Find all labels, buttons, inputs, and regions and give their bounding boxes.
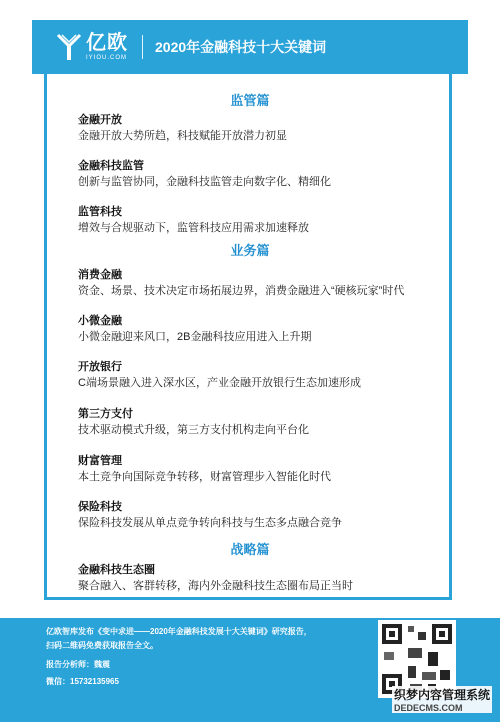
header-bar (32, 20, 468, 74)
keyword-title: 第三方支付 (78, 408, 133, 420)
keyword-desc: 资金、场景、技术决定市场拓展边界，消费金融进入“硬核玩家”时代 (78, 285, 405, 297)
keyword-desc: 金融开放大势所趋，科技赋能开放潜力初显 (78, 130, 287, 142)
keyword-desc: 创新与监管协同，金融科技监管走向数字化、精细化 (78, 176, 331, 188)
keyword-title: 消费金融 (78, 269, 122, 281)
keyword-title: 小微金融 (78, 315, 122, 327)
keyword-desc: 小微金融迎来风口，2B金融科技应用进入上升期 (78, 331, 312, 343)
logo-subtitle: IYIOU.COM (86, 55, 128, 61)
footer-wechat: 微信：15732135965 (46, 677, 119, 686)
page-title: 2020年金融科技十大关键词 (155, 39, 327, 55)
iyiou-logo-icon (56, 32, 82, 62)
keyword-desc: C端场景融入进入深水区，产业金融开放银行生态加速形成 (78, 377, 361, 389)
logo (56, 32, 128, 62)
keyword-title: 保险科技 (78, 501, 122, 513)
keyword-desc: 技术驱动模式升级，第三方支付机构走向平台化 (78, 424, 309, 436)
keyword-desc: 本土竞争向国际竞争转移，财富管理步入智能化时代 (78, 471, 331, 483)
keyword-title: 金融科技监管 (78, 160, 144, 172)
keyword-title: 金融科技生态圈 (78, 564, 155, 576)
footer-qr-line: 扫码二维码免费获取报告全文。 (46, 641, 158, 650)
watermark (392, 686, 492, 713)
section-heading-strategy: 战略篇 (230, 542, 270, 557)
section-heading-regulation: 监管篇 (230, 93, 270, 108)
keyword-title: 开放银行 (78, 361, 122, 373)
watermark-en: DEDECMS.COM (392, 703, 492, 713)
keyword-title: 财富管理 (78, 455, 122, 467)
watermark-cn: 织梦内容管理系统 (394, 688, 491, 702)
footer-analyst: 报告分析师：魏震 (46, 660, 110, 669)
footer-report-line: 亿欧智库发布《变中求进——2020年金融科技发展十大关键词》研究报告， (46, 627, 312, 636)
logo-name: 亿欧 (86, 32, 128, 54)
header-divider (142, 35, 143, 59)
section-heading-business: 业务篇 (230, 243, 270, 258)
keyword-desc: 聚合融入、客群转移，海内外金融科技生态圈布局正当时 (78, 580, 353, 592)
keyword-desc: 保险科技发展从单点竞争转向科技与生态多点融合竞争 (78, 517, 342, 529)
keyword-desc: 增效与合规驱动下，监管科技应用需求加速释放 (78, 222, 309, 234)
keyword-title: 金融开放 (78, 114, 122, 126)
keyword-title: 监管科技 (78, 206, 122, 218)
